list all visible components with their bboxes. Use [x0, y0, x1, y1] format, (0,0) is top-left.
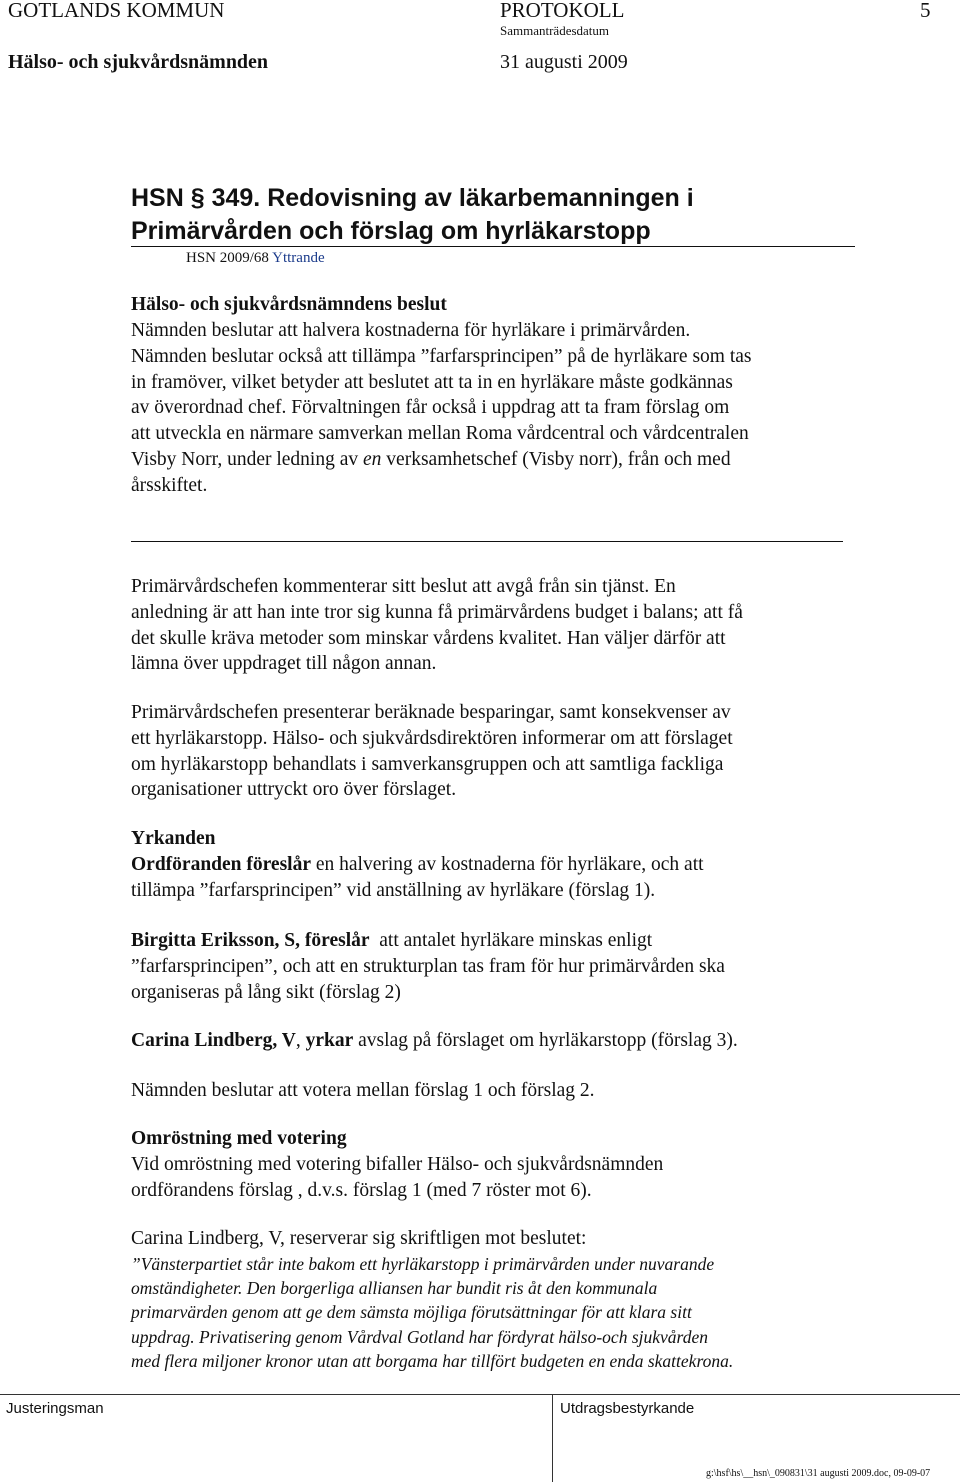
presents-line: om hyrläkarstopp behandlats i samverkansgruppen och att samtliga fackliga [131, 753, 724, 775]
organization-name: GOTLANDS KOMMUN [8, 0, 225, 22]
reservation-intro: Carina Lindberg, V, reserverar sig skriftligen mot beslutet: [131, 1228, 587, 1249]
title-underline [131, 246, 855, 247]
claim-chair-line-2: tillämpa ”farfarsprincipen” vid anställning av hyrläkare (förslag 1). [131, 879, 656, 901]
reservation-line: med flera miljoner kronor utan att borgama har tillfört budgeten en enda skattekrona. [131, 1350, 734, 1371]
vote-result-line: Vid omröstning med votering bifaller Hälso- och sjukvårdsnämnden [131, 1154, 664, 1175]
claim-chair-text: en halvering av kostnaderna för hyrläkare, och att [311, 854, 704, 875]
vote-heading: Omröstning med votering [131, 1128, 347, 1149]
reservation-line: omständigheter. Den borgerliga alliansen har bundit ris åt den kommunala [131, 1278, 658, 1299]
claim-birgitta-author: Birgitta Eriksson, S, föreslår [131, 930, 370, 951]
claims-heading: Yrkanden [131, 828, 216, 849]
board-name: Hälso- och sjukvårdsnämnden [8, 51, 269, 73]
footer-adjuster-label: Justeringsman [6, 1400, 104, 1417]
comment-line: det skulle kräva metoder som minskar vårdens kvalitet. Han väljer därför att [131, 627, 726, 649]
presents-line: organisationer uttryckt oro över förslaget. [131, 779, 457, 801]
page-number: 5 [920, 0, 931, 22]
claim-birgitta-line-1 [131, 928, 725, 954]
meeting-date-label: Sammanträdesdatum [500, 23, 610, 38]
case-reference [186, 250, 325, 267]
claim-chair-author: Ordföranden föreslår [131, 854, 311, 875]
claim-birgitta-line-2: ”farfarsprincipen”, och att en strukturplan tas fram för hur primärvården ska [131, 955, 725, 977]
presents-line: ett hyrläkarstopp. Hälso- och sjukvårdsdirektören informerar om att förslaget [131, 727, 733, 749]
vote-result-line: ordförandens förslag , d.v.s. förslag 1 (med 7 röster mot 6). [131, 1179, 592, 1201]
reservation-line: uppdrag. Privatisering genom Vårdval Gotland har fördyrat hälso-och sjukvården [131, 1326, 708, 1347]
decision-line: att utveckla en närmare samverkan mellan Roma vårdcentral och vårdcentralen [131, 423, 749, 445]
case-number: HSN 2009/68 [186, 250, 273, 266]
decision-line: av överordnad chef. Förvaltningen får också i uppdrag att ta fram förslag om [131, 397, 730, 419]
footer-top-border [0, 1394, 960, 1395]
claim-chair-line-1 [131, 852, 704, 878]
title-prefix: HSN [131, 184, 191, 212]
decision-line-6-italic: en [363, 448, 382, 470]
decision-line: årsskiftet. [131, 474, 208, 496]
claim-birgitta-line-3: organiseras på lång sikt (förslag 2) [131, 981, 401, 1003]
case-link[interactable]: Yttrande [272, 250, 325, 266]
decision-line [131, 447, 752, 473]
section-title-line-1 [131, 184, 694, 213]
comment-paragraph [131, 574, 743, 677]
vote-decision: Nämnden beslutar att votera mellan förslag 1 och förslag 2. [131, 1080, 595, 1101]
reservation-quote [131, 1252, 733, 1373]
footer-certification-label: Utdragsbestyrkande [560, 1400, 695, 1417]
reservation-line: ”Vänsterpartiet står inte bakom ett hyrläkarstopp i primärvården under nuvarande [131, 1254, 715, 1274]
decision-line: Nämnden beslutar också att tillämpa ”farfarsprincipen” på de hyrläkare som tas [131, 345, 752, 367]
presents-paragraph [131, 700, 733, 803]
decision-line: in framöver, vilket betyder att beslutet att ta in en hyrläkare måste godkännas [131, 371, 733, 393]
claim-birgitta [131, 928, 725, 1005]
claim-carina-comma: , [295, 1030, 306, 1051]
claim-carina-text: avslag på förslaget om hyrläkarstopp (förslag 3). [353, 1030, 738, 1051]
footer-file-path: g:\hsf\hs\__hsn\_090831\31 augusti 2009.doc, 09-09-07 [706, 1468, 931, 1479]
comment-line: lämna över uppdraget till någon annan. [131, 653, 437, 675]
document-type: PROTOKOLL [500, 0, 625, 22]
claim-carina-author: Carina Lindberg, V [131, 1030, 296, 1051]
decision-heading: Hälso- och sjukvårdsnämndens beslut [131, 294, 447, 315]
comment-line: anledning är att han inte tror sig kunna få primärvårdens budget i balans; att få [131, 601, 743, 623]
footer-column-divider [552, 1394, 553, 1482]
reservation-line: primarvärden genom att ge dem sämsta möjliga förutsättningar för att klara sitt [131, 1302, 692, 1323]
claim-carina [131, 1028, 738, 1054]
section-divider [131, 541, 843, 542]
presents-line: Primärvårdschefen presenterar beräknade besparingar, samt konsekvenser av [131, 702, 731, 723]
decision-line: Nämnden beslutar att halvera kostnaderna för hyrläkare i primärvården. [131, 320, 691, 341]
meeting-date: 31 augusti 2009 [500, 51, 628, 73]
claim-carina-verb: yrkar [305, 1030, 354, 1051]
paragraph-sign-icon: § [190, 184, 205, 212]
decision-line-6-end: verksamhetschef (Visby norr), från och med [381, 448, 731, 470]
decision-paragraph [131, 318, 752, 499]
claim-chair [131, 852, 704, 904]
vote-result [131, 1152, 663, 1204]
claim-birgitta-text: att antalet hyrläkare minskas enligt [369, 930, 653, 951]
title-line-1-text: 349. Redovisning av läkarbemanningen i [204, 184, 694, 212]
section-title-line-2: Primärvården och förslag om hyrläkarstopp [131, 217, 651, 245]
comment-line: Primärvårdschefen kommenterar sitt beslut att avgå från sin tjänst. En [131, 576, 676, 597]
decision-line-6-start: Visby Norr, under ledning av [131, 448, 364, 470]
